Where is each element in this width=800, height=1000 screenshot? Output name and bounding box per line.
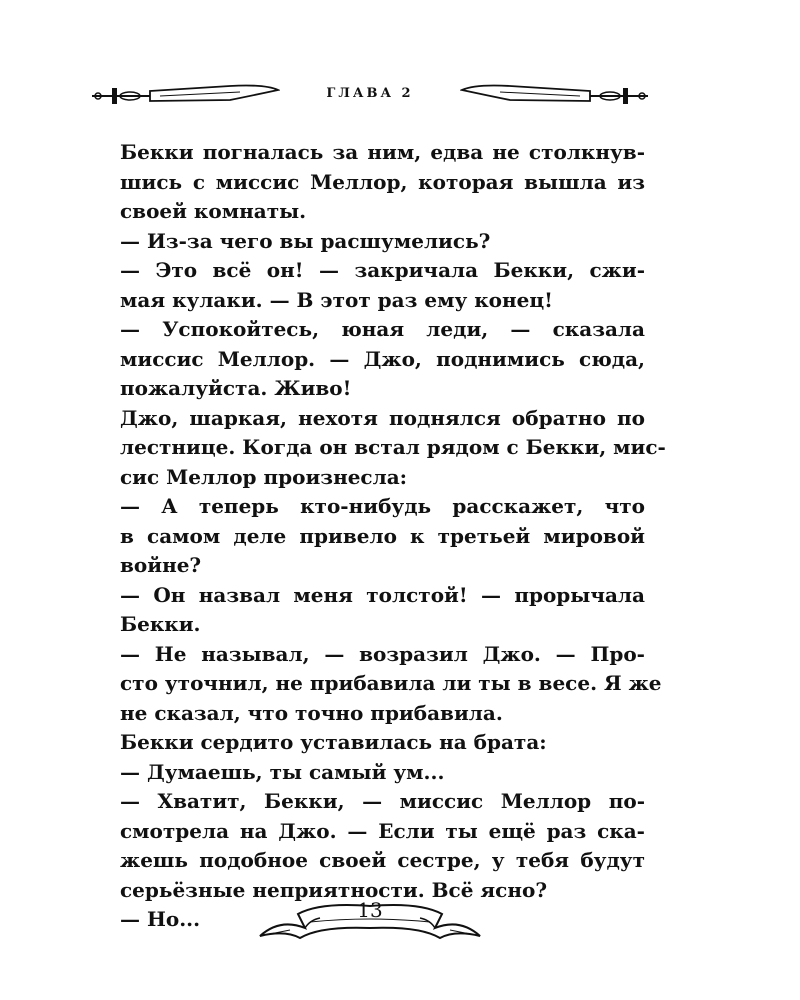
text-line: в самом деле привело к третьей мировой: [120, 523, 645, 548]
paragraph: [120, 758, 645, 788]
text-line: пожалуйста. Живо!: [120, 376, 352, 400]
text-line: — Он назвал меня толстой! — прорычала: [120, 582, 645, 607]
paragraph: [120, 728, 645, 758]
text-line: Бекки погналась за ним, едва не столкнув-: [120, 140, 645, 164]
text-line: — Но...: [120, 907, 201, 931]
text-line: — Думаешь, ты самый ум...: [120, 759, 445, 784]
text-line: лестнице. Когда он встал рядом с Бекки, мис-: [120, 435, 666, 459]
text-line: миссис Меллор. — Джо, поднимись сюда,: [120, 346, 645, 371]
text-line: войне?: [120, 553, 202, 577]
page-body: [120, 138, 666, 935]
paragraph: [120, 640, 662, 729]
chapter-title: ГЛАВА 2: [326, 86, 414, 101]
paragraph: [120, 315, 645, 404]
text-line: шись с миссис Меллор, которая вышла из: [120, 169, 645, 194]
text-line: сис Меллор произнесла:: [120, 464, 408, 489]
page-number: 13: [357, 898, 383, 922]
chapter-header: [90, 70, 650, 120]
text-line: не сказал, что точно прибавила.: [120, 700, 503, 725]
text-line: — Хватит, Бекки, — миссис Меллор по-: [120, 789, 645, 813]
text-line: — Это всё он! — закричала Бекки, сжи-: [120, 258, 645, 282]
text-line: — Из-за чего вы расшумелись?: [120, 228, 491, 253]
text-line: серьёзные неприятности. Всё ясно?: [120, 877, 548, 902]
text-line: жешь подобное своей сестре, у тебя будут: [120, 848, 645, 872]
text-line: смотрела на Джо. — Если ты ещё раз ска-: [120, 818, 645, 843]
paragraph: [120, 404, 666, 493]
text-line: мая кулаки. — В этот раз ему конец!: [120, 287, 553, 312]
paragraph: [120, 256, 645, 315]
paragraph: [120, 581, 645, 640]
text-line: сто уточнил, не прибавила ли ты в весе. Я же: [120, 671, 662, 695]
sword-right-icon: [460, 78, 650, 112]
text-line: — А теперь кто-нибудь расскажет, что: [120, 494, 645, 518]
paragraph: [120, 138, 645, 227]
text-line: Бекки.: [120, 612, 201, 636]
text-line: своей комнаты.: [120, 199, 307, 223]
paragraph: [120, 492, 645, 581]
text-line: Бекки сердито уставилась на брата:: [120, 730, 547, 754]
text-line: Джо, шаркая, нехотя поднялся обратно по: [120, 405, 645, 430]
text-line: — Не называл, — возразил Джо. — Про-: [120, 641, 645, 666]
text-line: — Успокойтесь, юная леди, — сказала: [120, 317, 645, 341]
paragraph: [120, 227, 645, 257]
